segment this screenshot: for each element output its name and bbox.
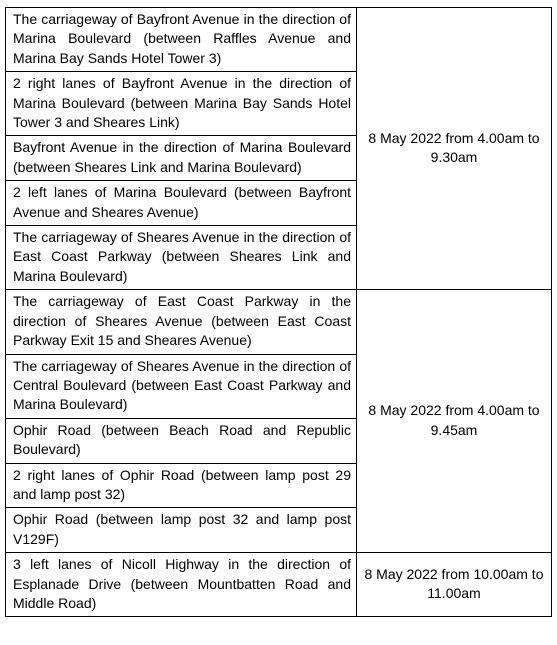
road-closure-table	[5, 7, 552, 617]
road-cell: The carriageway of Sheares Avenue in the direction of Central Boulevard (between East Coast Parkway and Marina Boulevard)	[6, 354, 357, 418]
road-cell: 2 right lanes of Ophir Road (between lamp post 29 and lamp post 32)	[6, 463, 357, 508]
road-cell: 2 right lanes of Bayfront Avenue in the direction of Marina Boulevard (between Marina Bay Sands Hotel Tower 3 and Sheares Link)	[6, 72, 357, 136]
closure-time-cell: 8 May 2022 from 4.00am to 9.45am	[357, 290, 552, 553]
table-row	[6, 290, 552, 354]
road-cell: The carriageway of Sheares Avenue in the direction of East Coast Parkway (between Sheares Link and Marina Boulevard)	[6, 226, 357, 290]
road-cell: 3 left lanes of Nicoll Highway in the direction of Esplanade Drive (between Mountbatten Road and Middle Road)	[6, 553, 357, 617]
road-cell: The carriageway of East Coast Parkway in the direction of Sheares Avenue (between East Coast Parkway Exit 15 and Sheares Avenue)	[6, 290, 357, 354]
table-row	[6, 8, 552, 72]
closure-time-cell: 8 May 2022 from 10.00am to 11.00am	[357, 553, 552, 617]
road-cell: Ophir Road (between Beach Road and Republic Boulevard)	[6, 418, 357, 463]
road-cell: The carriageway of Bayfront Avenue in the direction of Marina Boulevard (between Raffles Avenue and Marina Bay Sands Hotel Tower 3)	[6, 8, 357, 72]
road-cell: Bayfront Avenue in the direction of Marina Boulevard (between Sheares Link and Marina Boulevard)	[6, 136, 357, 181]
closure-time-cell: 8 May 2022 from 4.00am to 9.30am	[357, 8, 552, 290]
road-cell: 2 left lanes of Marina Boulevard (between Bayfront Avenue and Sheares Avenue)	[6, 181, 357, 226]
table-row	[6, 553, 552, 617]
road-cell: Ophir Road (between lamp post 32 and lamp post V129F)	[6, 508, 357, 553]
